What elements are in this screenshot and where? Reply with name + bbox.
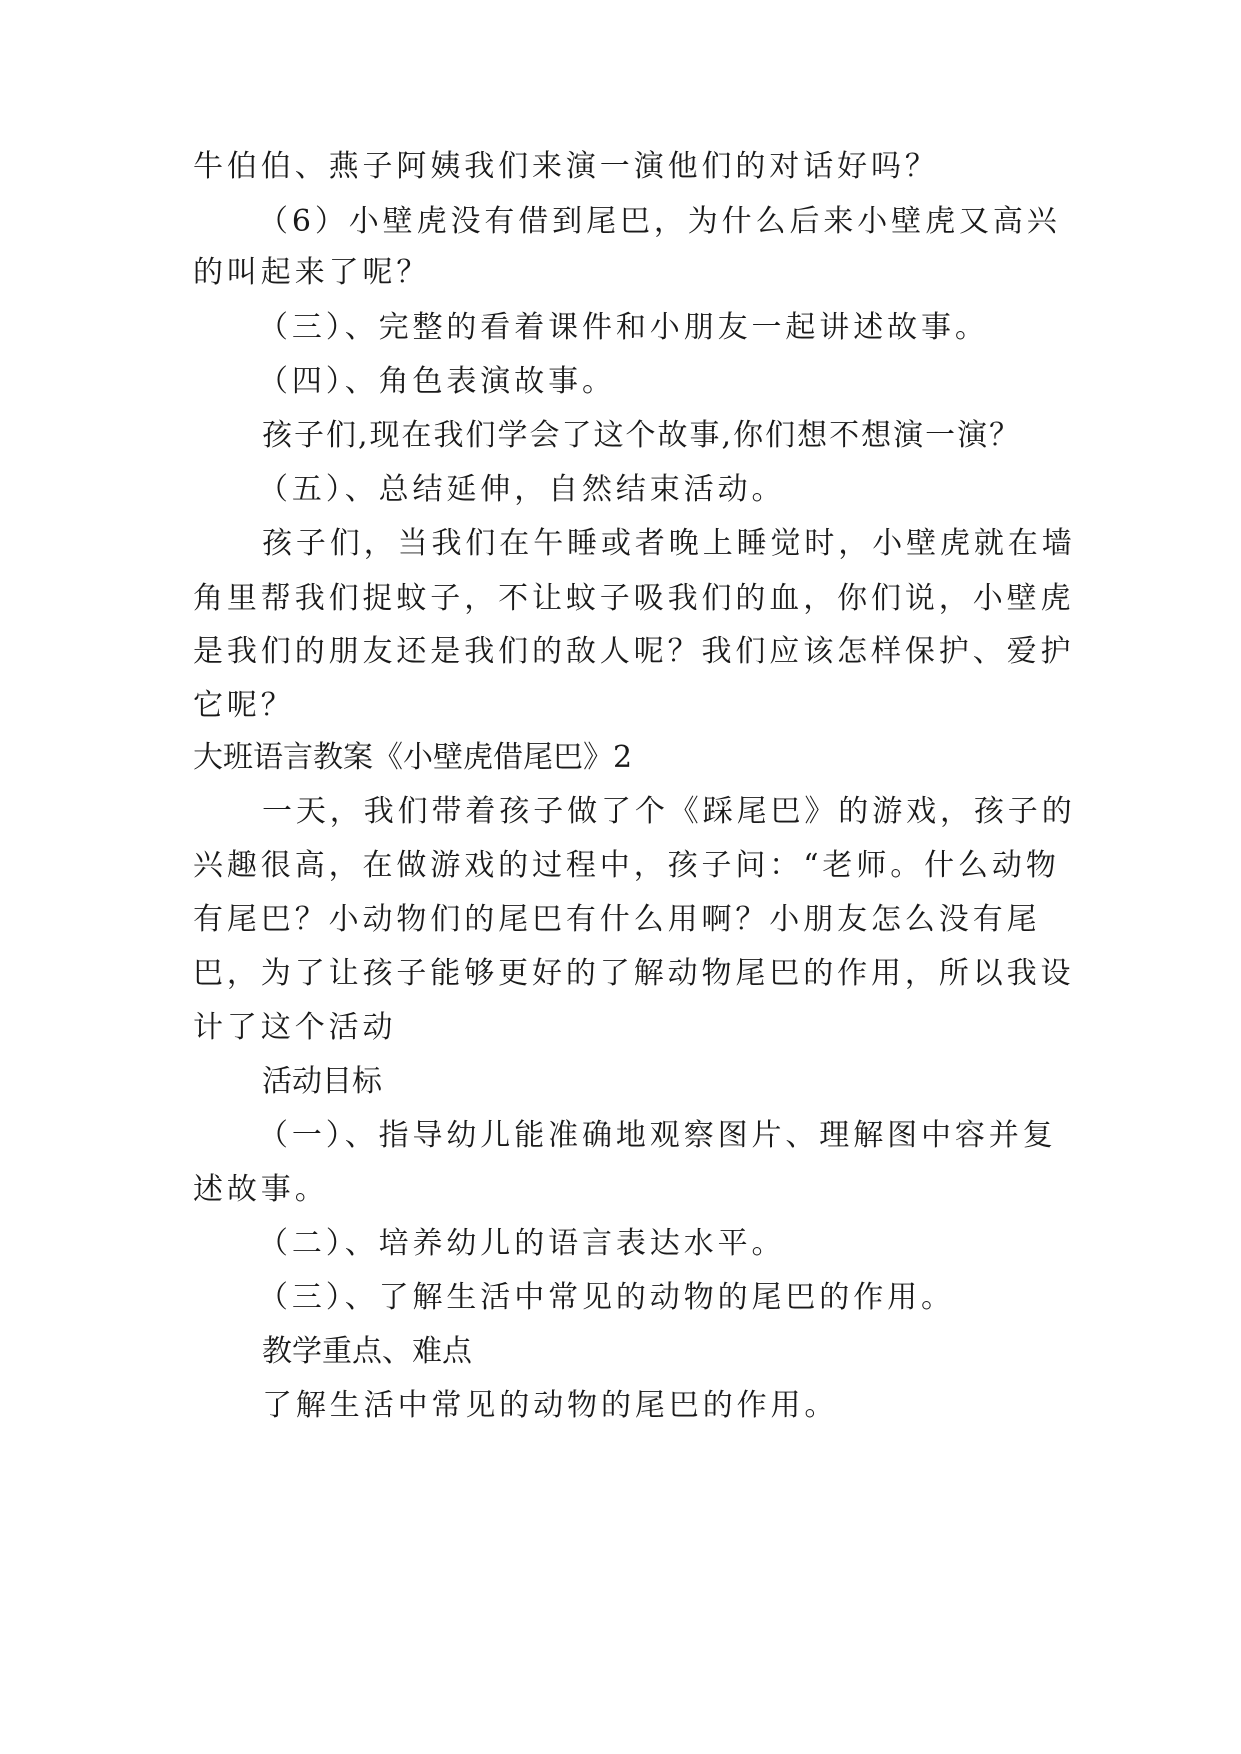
text-line [0, 1170, 1241, 1210]
text-line [0, 900, 1241, 940]
line-text: 计了这个活动 [193, 1010, 397, 1045]
line-text: 孩子们，当我们在午睡或者晚上睡觉时，小壁虎就在墙 [262, 526, 1076, 561]
line-text: 有尾巴？小动物们的尾巴有什么用啊？小朋友怎么没有尾 [193, 902, 1041, 937]
text-line [0, 1116, 1241, 1156]
text-line [0, 792, 1241, 832]
line-text: （三）、了解生活中常见的动物的尾巴的作用。 [258, 1280, 955, 1315]
text-line [0, 1278, 1241, 1318]
text-line [0, 147, 1241, 187]
line-text: （四）、角色表演故事。 [258, 364, 616, 399]
text-line [0, 1332, 1241, 1372]
text-line [0, 846, 1241, 886]
line-text: 一天，我们带着孩子做了个《踩尾巴》的游戏，孩子的 [262, 794, 1076, 829]
text-line [0, 1008, 1241, 1048]
text-line [0, 1386, 1241, 1426]
line-text: 述故事。 [193, 1172, 329, 1207]
text-line [0, 362, 1241, 402]
line-text: 了解生活中常见的动物的尾巴的作用。 [262, 1388, 839, 1423]
text-line [0, 954, 1241, 994]
line-text: 牛伯伯、燕子阿姨我们来演一演他们的对话好吗？ [193, 149, 939, 184]
text-line [0, 1224, 1241, 1264]
line-text: 角里帮我们捉蚊子，不让蚊子吸我们的血，你们说，小壁虎 [193, 581, 1075, 616]
text-line [0, 202, 1241, 242]
line-text: 巴，为了让孩子能够更好的了解动物尾巴的作用，所以我设 [193, 956, 1075, 991]
line-text: （6）小壁虎没有借到尾巴，为什么后来小壁虎又高兴 [258, 204, 1061, 239]
text-line [0, 470, 1241, 510]
line-text: 的叫起来了呢？ [193, 255, 431, 290]
text-line [0, 579, 1241, 619]
line-text: （一）、指导幼儿能准确地观察图片、理解图中容并复 [258, 1118, 1057, 1153]
section-heading [0, 738, 1241, 778]
text-line [0, 632, 1241, 672]
line-text: 兴趣很高，在做游戏的过程中，孩子问：“老师。什么动物 [193, 848, 1060, 883]
line-text: （五）、总结延伸，自然结束活动。 [258, 472, 786, 507]
text-line [0, 416, 1241, 456]
line-text: 大班语言教案《小壁虎借尾巴》2 [193, 740, 633, 775]
line-text: （三）、完整的看着课件和小朋友一起讲述故事。 [258, 310, 989, 345]
text-line [0, 253, 1241, 293]
text-line [0, 686, 1241, 726]
line-text: （二）、培养幼儿的语言表达水平。 [258, 1226, 786, 1261]
line-text: 是我们的朋友还是我们的敌人呢？我们应该怎样保护、爱护 [193, 634, 1075, 669]
text-line [0, 524, 1241, 564]
text-line [0, 1062, 1241, 1102]
line-text: 教学重点、难点 [262, 1334, 472, 1369]
line-text: 它呢？ [193, 688, 295, 723]
line-text: 活动目标 [262, 1064, 382, 1099]
text-line [0, 308, 1241, 348]
line-text: 孩子们,现在我们学会了这个故事,你们想不想演一演？ [262, 418, 1022, 453]
